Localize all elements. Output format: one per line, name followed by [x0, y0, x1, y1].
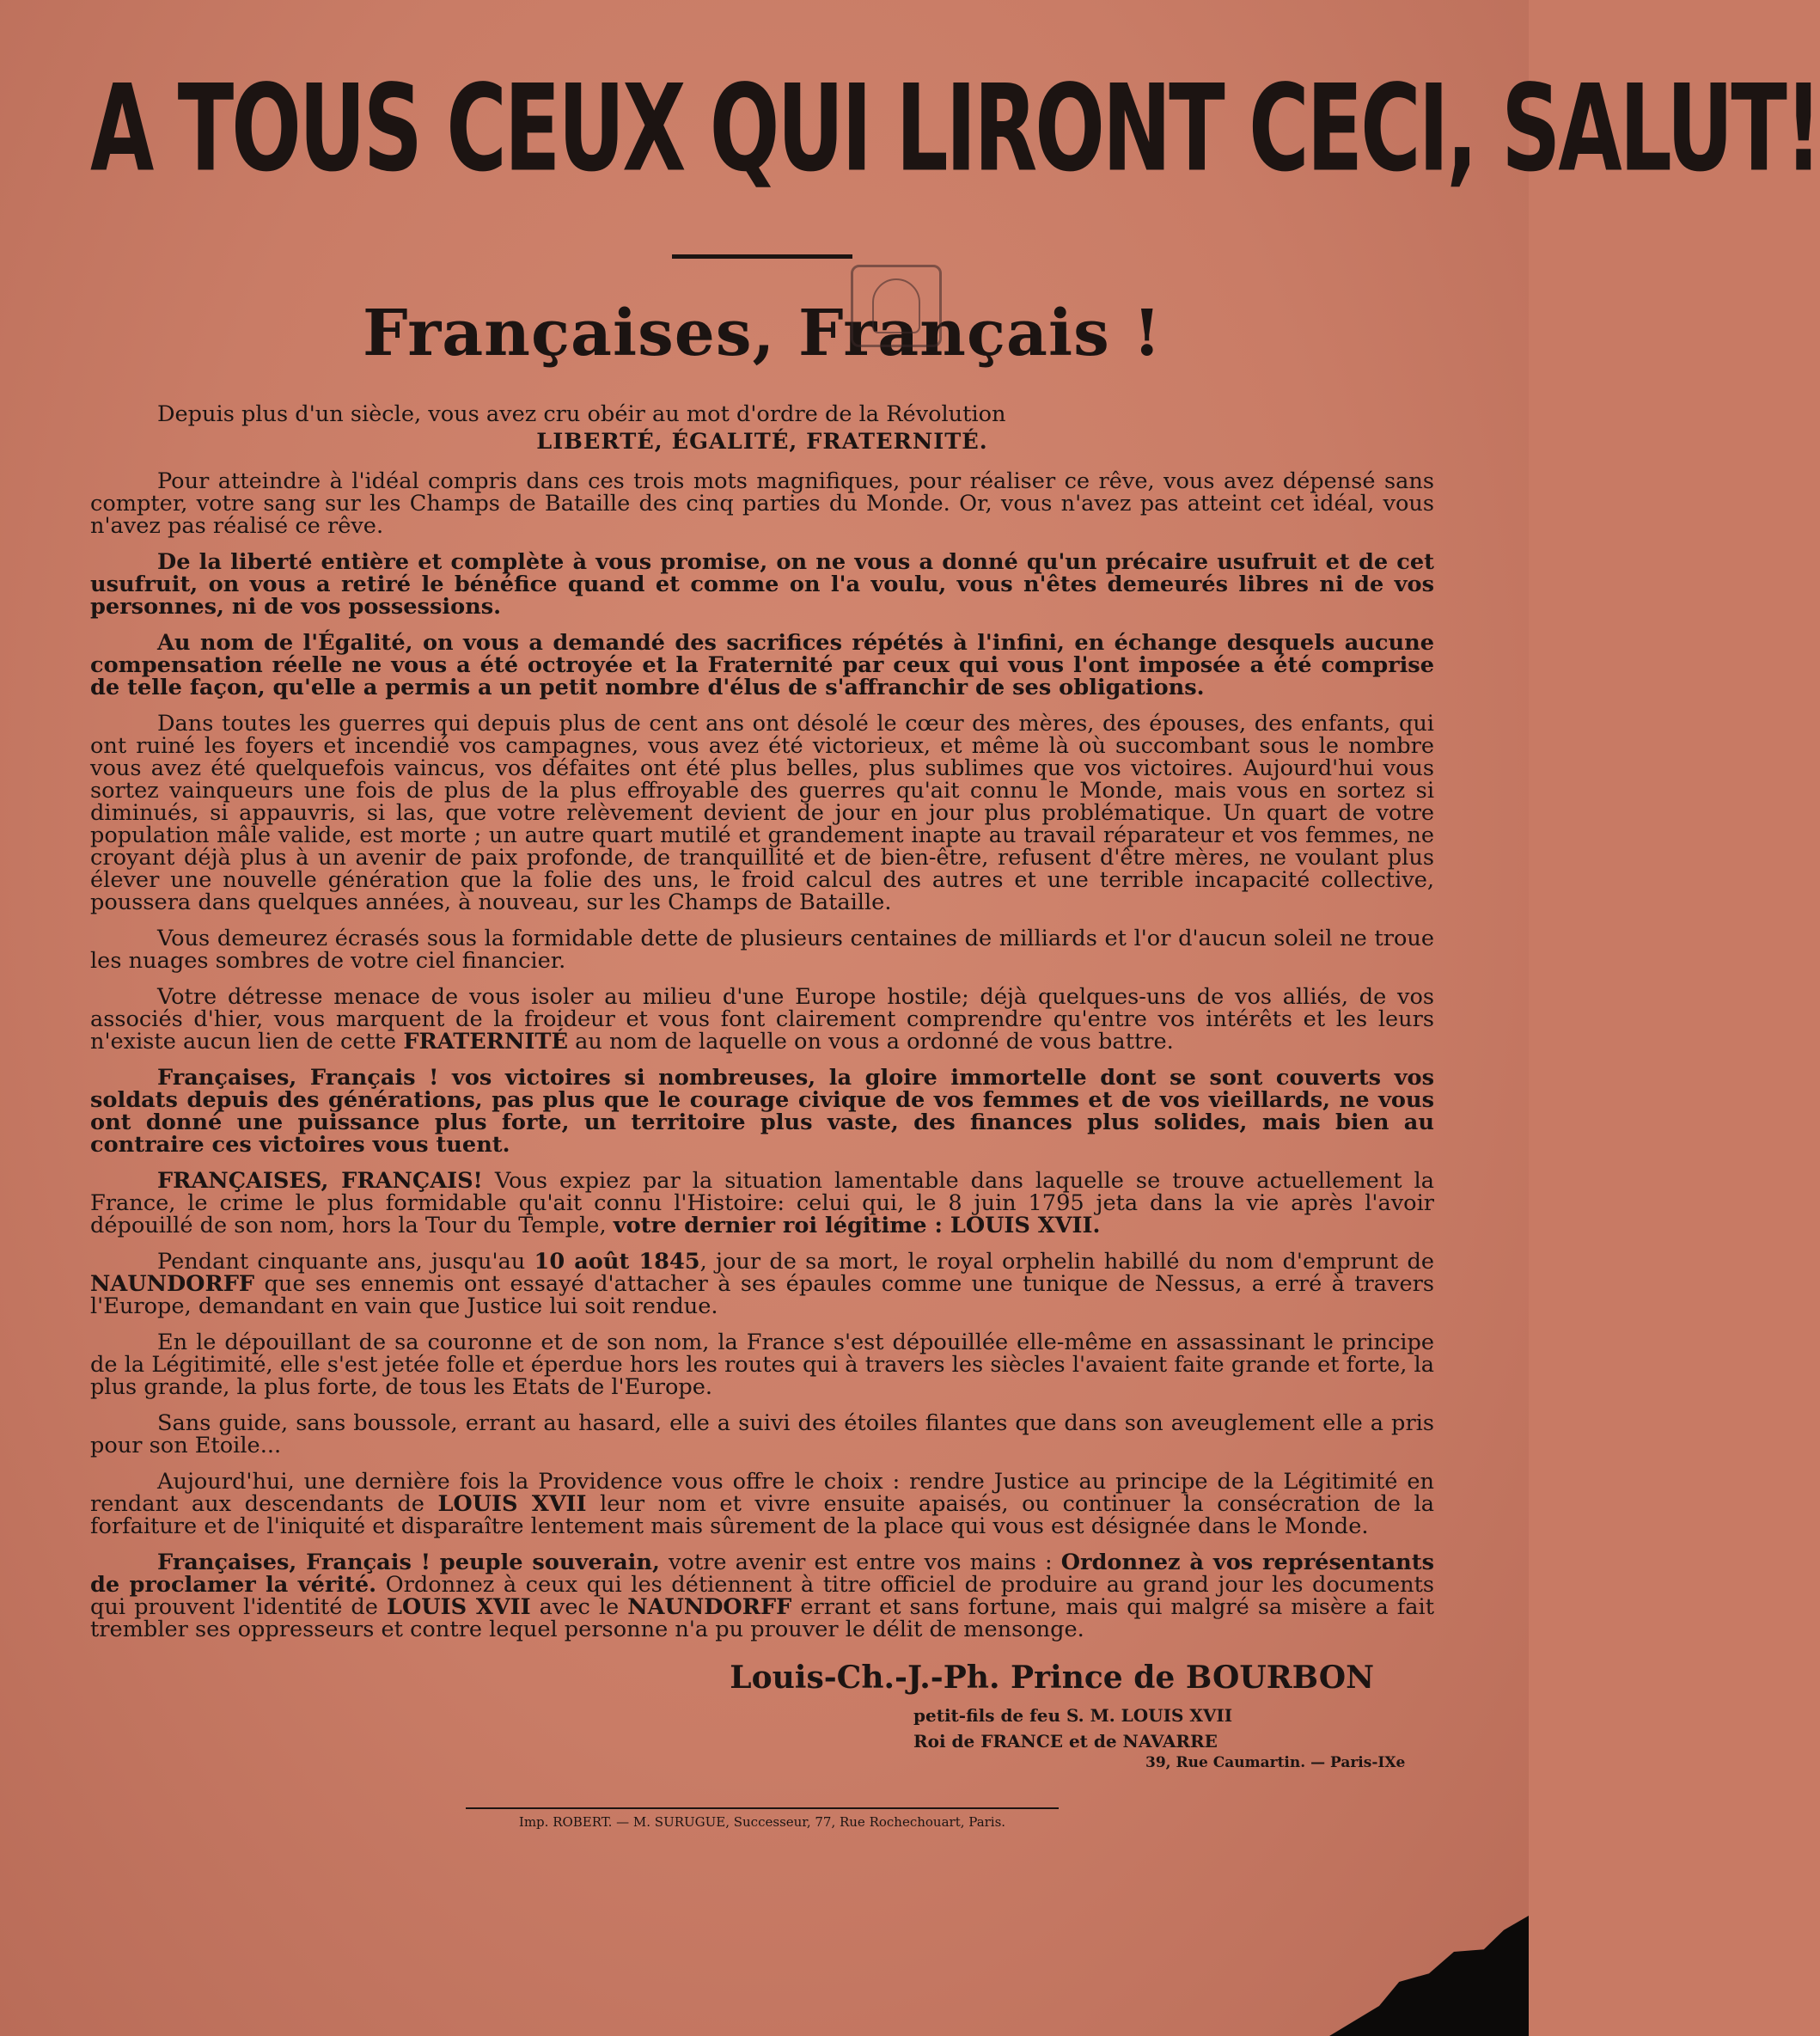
salutation: Françaises, Français ! — [362, 297, 1163, 370]
p13-text-3: avec le — [530, 1594, 628, 1620]
paragraph-1: Pour atteindre à l'idéal compris dans ces trois mots magnifiques, pour réaliser ce rêve, vous avez dépensé sans compter, votre sang sur les Champs de Bataille des cinq parties du Monde. Or, vous n'avez pas atteint cet idéal, vous n'avez pas réalisé ce rêve. — [90, 468, 1434, 539]
p13-call: Françaises, Français ! peuple souverain, — [157, 1550, 660, 1575]
p6-text: Votre détresse menace de vous isoler au milieu d'une Europe hostile; déjà quelques-uns de vos alliés, de vos associés d'hier, vous marquent de la froideur et vous font clairement comprendre qu'entre vos intérêts et les leurs n'existe aucun lien de cette — [90, 984, 1434, 1055]
signature-line-2: Roi de FRANCE et de NAVARRE — [913, 1731, 1218, 1752]
paragraph-9 — [90, 1250, 1434, 1318]
paragraph-5: Vous demeurez écrasés sous la formidable dette de plusieurs centaines de milliards et l'or d'aucun soleil ne troue les nuages sombres de votre ciel financier. — [90, 926, 1434, 974]
p12-text: Aujourd'hui, une dernière fois la Providence vous offre le choix : rendre Justice au principe de la Légitimité en rendant aux descendants de — [90, 1469, 1434, 1517]
p13-text: votre avenir est entre vos mains : — [659, 1550, 1061, 1575]
paragraph-3: Au nom de l'Égalité, on vous a demandé des sacrifices répétés à l'infini, en échange desquels aucune compensation réelle ne vous a été octroyée et la Fraternité par ceux qui vous l'ont imposée a été comprise de telle façon, qu'elle a permis a un petit nombre d'élus de s'affranchir de ses obligations. — [90, 630, 1434, 700]
paragraph-8 — [90, 1170, 1434, 1237]
p12-text-2: leur nom et vivre ensuite apaisés, ou continuer la consécration de la forfaiture et de l'iniquité et disparaître lentement mais sûrement de la place qui vous est désignée dans le Monde. — [90, 1491, 1435, 1539]
p6-fraternite: FRATERNITÉ — [403, 1029, 568, 1055]
printer-imprint: Imp. ROBERT. — M. SURUGUE, Successeur, 77, Rue Rochechouart, Paris. — [518, 1814, 1006, 1830]
tax-stamp-icon — [851, 265, 942, 347]
motto: LIBERTÉ, ÉGALITÉ, FRATERNITÉ. — [536, 429, 988, 455]
p8-king: votre dernier roi légitime : LOUIS XVII. — [613, 1213, 1101, 1238]
p13-order: Ordonnez à vos représentants de proclamer la vérité. — [90, 1550, 1435, 1598]
headline-rule — [672, 254, 852, 259]
intro-paragraph: Depuis plus d'un siècle, vous avez cru obéir au mot d'ordre de la Révolution — [157, 401, 1006, 427]
p13-louis: LOUIS XVII — [387, 1594, 531, 1620]
imprint-rule — [466, 1807, 1059, 1809]
p12-louis: LOUIS XVII — [437, 1491, 587, 1517]
paragraph-2: De la liberté entière et complète à vous promise, on ne vous a donné qu'un précaire usufruit et de cet usufruit, on vous a retiré le bénéfice quand et comme on l'a voulu, vous n'êtes demeurés libres ni de vos personnes, ni de vos possessions. — [90, 549, 1434, 620]
p8-text: Vous expiez par la situation lamentable dans laquelle se trouve actuellement la France, le crime le plus formidable qu'ait connu l'Histoire: celui qui, le 8 juin 1795 jeta dans la vie après l'avoir dépouillé de son nom, hors la Tour du Temple, — [90, 1168, 1434, 1238]
p9-text-2: , jour de sa mort, le royal orphelin habillé du nom d'emprunt de — [699, 1249, 1434, 1275]
paragraph-11: Sans guide, sans boussole, errant au hasard, elle a suivi des étoiles filantes que dans son aveuglement elle a pris pour son Etoile... — [90, 1410, 1434, 1458]
signature: Louis-Ch.-J.-Ph. Prince de BOURBON — [730, 1660, 1374, 1696]
torn-corner — [1279, 1916, 1529, 2036]
proclamation-body — [90, 403, 1434, 1641]
address: 39, Rue Caumartin. — Paris-IXe — [1145, 1754, 1406, 1771]
p13-naundorff: NAUNDORFF — [627, 1594, 792, 1620]
p13-text-4: errant et sans fortune, mais qui malgré sa misère a fait trembler ses oppresseurs et contre lequel personne n'a pu prouver le délit de mensonge. — [90, 1594, 1434, 1642]
p13-text-2: Ordonnez à ceux qui les détiennent à titre officiel de produire au grand jour les documents qui prouvent l'identité de — [90, 1572, 1434, 1620]
p9-text: Pendant cinquante ans, jusqu'au — [157, 1249, 534, 1275]
signature-line-1: petit-fils de feu S. M. LOUIS XVII — [913, 1705, 1233, 1726]
signature-titles — [913, 1703, 1434, 1754]
paragraph-7: Françaises, Français ! vos victoires si nombreuses, la gloire immortelle dont se sont couverts vos soldats depuis des générations, pas plus que le courage civique de vos femmes et de vos vieillards, ne vous ont donné une puissance plus forte, un territoire plus vaste, des finances plus solides, mais bien au contraire ces victoires vous tuent. — [90, 1065, 1434, 1158]
p9-naundorff: NAUNDORFF — [90, 1271, 255, 1297]
paragraph-4: Dans toutes les guerres qui depuis plus de cent ans ont désolé le cœur des mères, des épouses, des enfants, qui ont ruiné les foyers et incendié vos campagnes, vous avez été victorieux, et même là où succombant sous le nombre vous avez été quelquefois vaincus, vos défaites ont été plus belles, plus sublimes que vos victoires. Aujourd'hui vous sortez vainqueurs une fois de plus de la plus effroyable des guerres qu'ait connu le Monde, mais vous en sortez si diminués, si appauvris, si las, que votre relèvement devient de jour en jour plus problématique. Un quart de votre population mâle valide, est morte ; un autre quart mutilé et grandement inapte au travail réparateur et vos femmes, ne croyant déjà plus à un avenir de paix profonde, de tranquillité et de bien-être, refusent d'être mères, ne voulant plus élever une nouvelle génération que la folie des uns, le froid calcul des autres et une terrible incapacité collective, poussera dans quelques années, à nouveau, sur les Champs de Bataille. — [90, 711, 1434, 915]
poster-headline: A TOUS CEUX QUI LIRONT CECI, SALUT! — [90, 58, 1820, 199]
paragraph-6 — [90, 986, 1434, 1053]
p9-date: 10 août 1845 — [534, 1249, 700, 1275]
p6-text-end: au nom de laquelle on vous a ordonné de vous battre. — [567, 1029, 1174, 1055]
p8-call: FRANÇAISES, FRANÇAIS! — [157, 1168, 483, 1194]
paragraph-13 — [90, 1551, 1434, 1641]
p9-text-3: que ses ennemis ont essayé d'attacher à ses épaules comme une tunique de Nessus, a erré à travers l'Europe, demandant en vain que Justice lui soit rendue. — [90, 1271, 1434, 1319]
stamp-figure-icon — [872, 278, 920, 333]
paragraph-12 — [90, 1470, 1434, 1538]
paragraph-10: En le dépouillant de sa couronne et de son nom, la France s'est dépouillée elle-même en assassinant le principe de la Légitimité, elle s'est jetée folle et éperdue hors les routes qui à travers les siècles l'avaient faite grande et forte, la plus grande, la plus forte, de tous les Etats de l'Europe. — [90, 1330, 1434, 1400]
